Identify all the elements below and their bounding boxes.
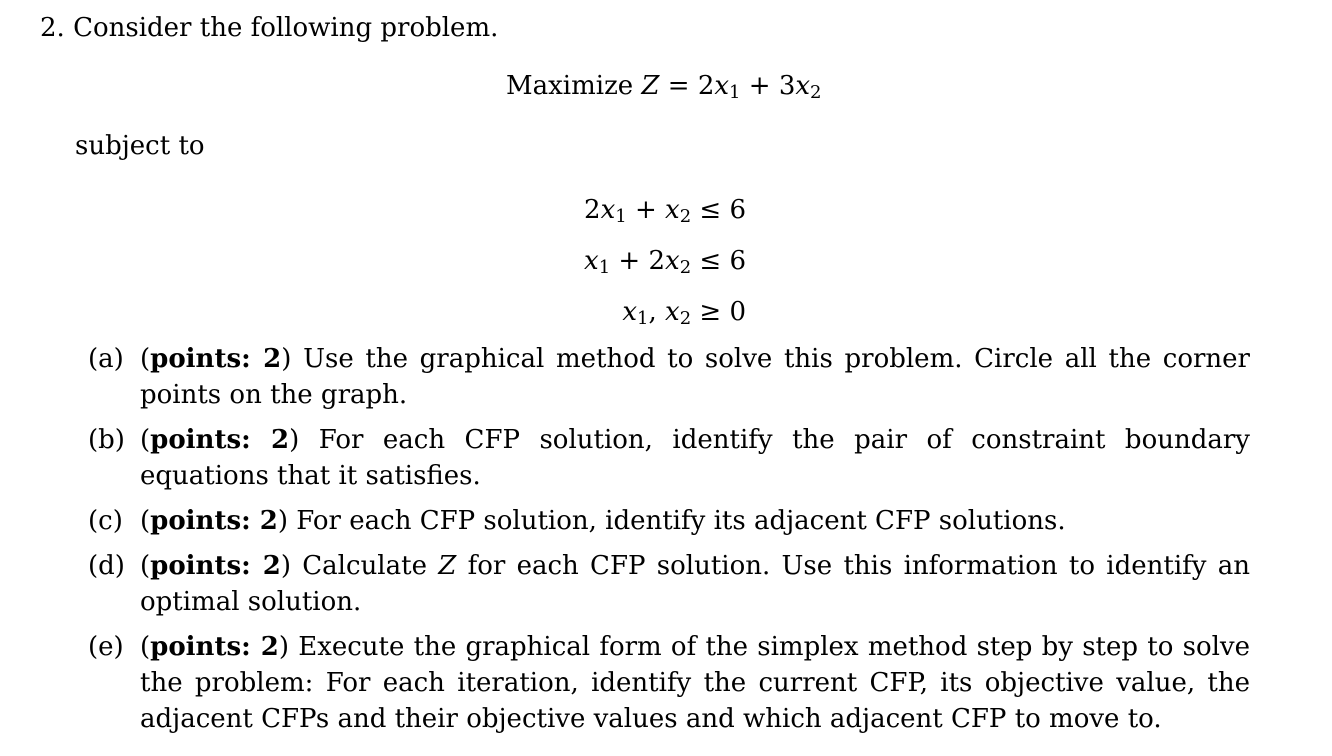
part-a-points: points: 2	[150, 344, 282, 374]
part-e-body	[140, 629, 1250, 737]
constraint-2-sub2: 2	[679, 257, 692, 278]
part-a-text: Use the graphical method to solve this problem. Circle all the corner points on the graph.	[140, 344, 1250, 410]
part-b-points-close: )	[289, 425, 300, 455]
constraint-1	[560, 188, 746, 239]
objective-keyword: Maximize	[506, 71, 634, 101]
constraint-1-op: +	[626, 195, 666, 225]
constraint-3-op: ,	[648, 297, 666, 327]
part-a	[88, 341, 1250, 413]
constraint-2	[560, 239, 746, 290]
problem-heading: 2. Consider the following problem.	[40, 13, 499, 43]
objective-equals: =	[659, 71, 698, 101]
part-b-points-open: (	[140, 425, 151, 455]
part-c-points-close: )	[277, 506, 289, 536]
constraint-1-sub1: 1	[615, 206, 627, 227]
constraints-block	[560, 188, 746, 341]
part-a-body	[140, 341, 1250, 413]
constraint-2-relation: ≤ 6	[691, 246, 746, 276]
part-d-text-before: Calculate	[291, 551, 439, 581]
part-c-label: (c)	[88, 506, 123, 536]
part-d-points-open: (	[140, 551, 151, 581]
part-c-points: points: 2	[150, 506, 278, 536]
constraint-3-var1: x	[622, 297, 638, 327]
part-e-points-close: )	[278, 632, 289, 662]
objective-var1: x	[714, 71, 730, 101]
part-e-points: points: 2	[150, 632, 279, 662]
constraint-2-var1: x	[584, 246, 599, 276]
constraint-1-var1: x	[600, 195, 616, 225]
part-b-label: (b)	[88, 425, 125, 455]
part-d	[88, 548, 1250, 620]
constraint-3-sub1: 1	[637, 308, 649, 329]
part-c	[88, 503, 1250, 539]
part-d-text-after: for each CFP solution. Use this information to identify an optimal solution.	[140, 551, 1250, 617]
constraint-1-sub2: 2	[679, 206, 692, 227]
part-a-label: (a)	[88, 344, 124, 374]
constraint-3	[560, 290, 746, 341]
objective-sub2: 2	[810, 82, 822, 103]
constraint-2-var2: x	[665, 246, 680, 276]
part-d-label: (d)	[88, 551, 125, 581]
constraint-3-sub2: 2	[679, 308, 692, 329]
part-a-points-open: (	[140, 344, 151, 374]
objective-function	[506, 68, 821, 111]
part-b-points: points: 2	[150, 425, 290, 455]
objective-lhs: Z	[641, 71, 660, 101]
part-e-label: (e)	[88, 632, 124, 662]
part-b-body	[140, 422, 1250, 494]
constraint-1-relation: ≤ 6	[691, 195, 746, 225]
part-b-text: For each CFP solution, identify the pair of constraint boundary equations that it satisfies.	[140, 425, 1250, 491]
part-d-text-var: Z	[438, 551, 457, 581]
part-b	[88, 422, 1250, 494]
part-e-points-open: (	[140, 632, 151, 662]
part-c-text: For each CFP solution, identify its adjacent CFP solutions.	[288, 506, 1066, 536]
objective-coef1: 2	[697, 71, 715, 101]
part-d-body	[140, 548, 1250, 620]
part-a-points-close: )	[281, 344, 292, 374]
constraint-2-sub1: 1	[598, 257, 611, 278]
constraint-3-relation: ≥ 0	[691, 297, 746, 327]
constraint-1-coef1: 2	[584, 195, 601, 225]
objective-sub1: 1	[729, 82, 741, 103]
subject-to-label: subject to	[75, 131, 205, 161]
constraint-2-op: + 2	[610, 246, 666, 276]
objective-plus: + 3	[740, 71, 796, 101]
part-c-points-open: (	[140, 506, 151, 536]
objective-var2: x	[795, 71, 811, 101]
part-d-points: points: 2	[150, 551, 281, 581]
part-d-points-close: )	[280, 551, 292, 581]
part-e-text: Execute the graphical form of the simplex method step by step to solve the problem: For each iteration, identify the current CFP, its objective value, the adjacent CFPs and their objective values and which adjacent CFP to move to.	[140, 632, 1250, 734]
part-c-body	[140, 503, 1250, 539]
part-e	[88, 629, 1250, 737]
constraint-3-var2: x	[665, 297, 680, 327]
constraint-1-var2: x	[665, 195, 680, 225]
